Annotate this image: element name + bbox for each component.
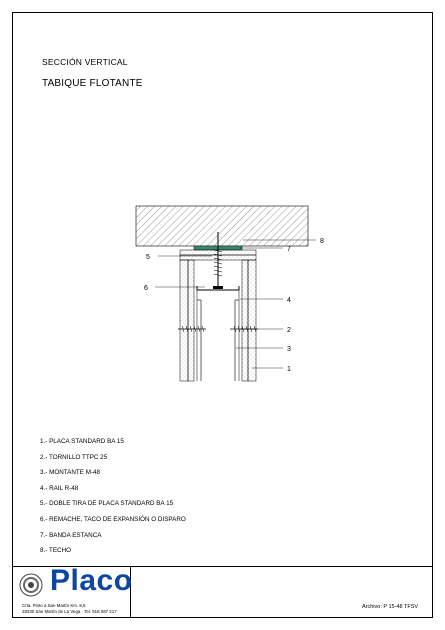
legend-list xyxy=(40,434,186,559)
stud-m48 xyxy=(201,300,235,381)
callout-2: 2 xyxy=(287,327,291,334)
callout-4: 4 xyxy=(287,297,291,304)
board-right-outer xyxy=(248,260,256,381)
callout-8: 8 xyxy=(320,238,324,245)
board-right-inner xyxy=(242,260,248,381)
placo-logo-icon xyxy=(18,572,48,598)
legend-item: 4.- RAIL R-48 xyxy=(40,484,79,492)
archive-code: Archivo: P 15-48 TFSV xyxy=(362,604,419,610)
callout-5: 5 xyxy=(146,254,150,261)
legend-item: 8.- TECHO xyxy=(40,547,72,555)
callout-6: 6 xyxy=(144,285,148,292)
callout-1: 1 xyxy=(287,366,291,373)
board-left-outer xyxy=(180,260,188,381)
address-line-2: 28330 San Martín de La Vega · Tel. 918 087 217 xyxy=(22,609,117,614)
callout-7: 7 xyxy=(287,246,291,253)
legend-item: 5.- DOBLE TIRA DE PLACA STANDARD BA 15 xyxy=(40,500,174,508)
brand-name: Placo xyxy=(50,564,133,597)
board-left-inner xyxy=(188,260,194,381)
address-line-1: Crta. Pinto a San Martín Km. 8,9 xyxy=(22,603,86,608)
section-label: SECCIÓN VERTICAL xyxy=(42,57,128,67)
legend-item: 7.- BANDA ESTANCA xyxy=(40,531,102,539)
legend-item: 6.- REMACHE, TACO DE EXPANSIÓN O DISPARO xyxy=(40,515,186,523)
legend-item: 1.- PLACA STANDARD BA 15 xyxy=(40,438,124,445)
legend-item: 2.- TORNILLO TTPC 25 xyxy=(40,453,108,461)
legend-item: 3.- MONTANTE M-48 xyxy=(40,469,101,477)
drawing-title: TABIQUE FLOTANTE xyxy=(42,78,143,89)
callout-3: 3 xyxy=(287,346,291,353)
